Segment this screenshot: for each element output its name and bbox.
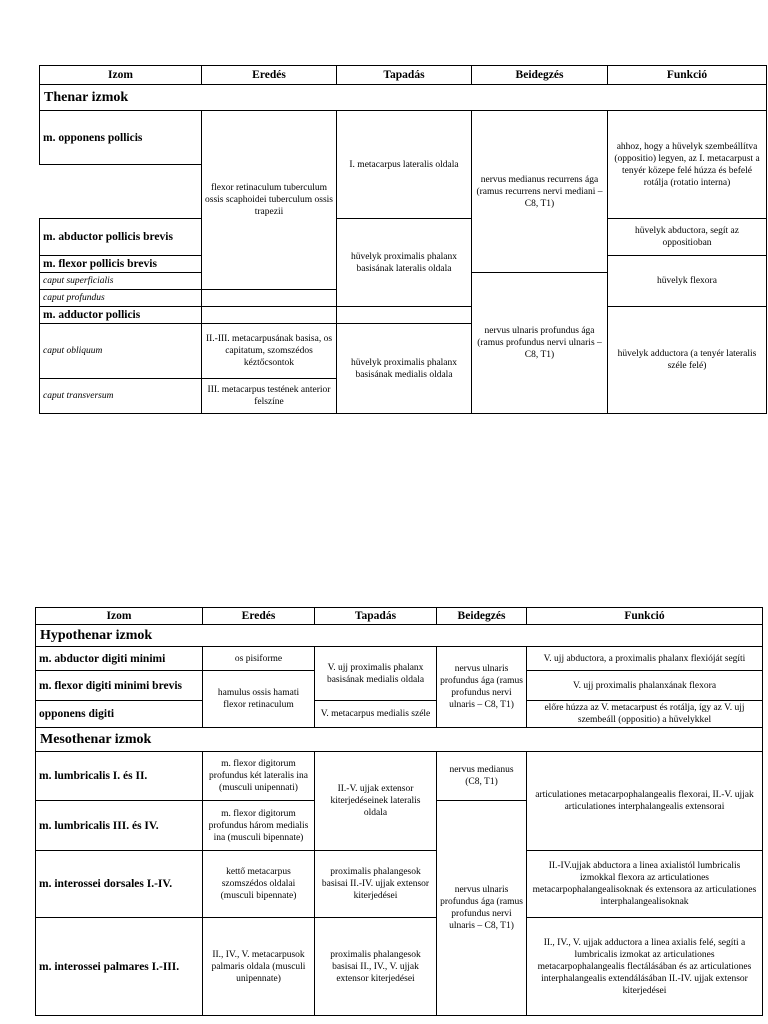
insertion-cell: V. metacarpus medialis széle: [315, 701, 437, 728]
origin-cell: flexor retinaculum tuberculum ossis scaphoidei tuberculum ossis trapezii: [202, 111, 337, 290]
nerve-cell: nervus ulnaris profundus ága (ramus profundus nervi ulnaris – C8, T1): [437, 801, 527, 1016]
function-cell: hüvelyk flexora: [608, 256, 767, 307]
table-row: [36, 851, 763, 918]
function-cell: ahhoz, hogy a hüvelyk szembeállítva (oppositio) legyen, az I. metacarpust a tenyér közepe felé húzza és befelé rotálja (rotatio interna): [608, 111, 767, 219]
header-beidegzes: Beidegzés: [437, 608, 527, 625]
section-row: [36, 625, 763, 647]
function-cell: V. ujj abductora, a proximalis phalanx flexióját segíti: [527, 647, 763, 671]
header-tapadas: Tapadás: [315, 608, 437, 625]
table-row: [36, 918, 763, 1016]
function-cell: II.-IV.ujjak abductora a linea axialistól lumbricalis izmokkal flexora az articulationes metacarpophalangealisoknak és extensora az articulationes interphalangealisoknak: [527, 851, 763, 918]
function-cell: előre húzza az V. metacarpust és rotálja, így az V. ujj szembeáll (oppositio) a hüvelykkel: [527, 701, 763, 728]
function-cell: V. ujj proximalis phalanxának flexora: [527, 671, 763, 701]
header-row: [36, 608, 763, 625]
muscle-name: opponens digiti: [36, 701, 203, 728]
origin-cell: kettő metacarpus szomszédos oldalai (musculi bipennate): [203, 851, 315, 918]
header-funkcio: Funkció: [608, 66, 767, 85]
header-tapadas: Tapadás: [337, 66, 472, 85]
muscle-name: m. abductor digiti minimi: [36, 647, 203, 671]
muscle-name: m. opponens pollicis: [40, 111, 202, 165]
nerve-cell: nervus ulnaris profundus ága (ramus profundus nervi ulnaris – C8, T1): [437, 647, 527, 728]
origin-cell: hamulus ossis hamati flexor retinaculum: [203, 671, 315, 728]
muscle-name: m. lumbricalis III. és IV.: [36, 801, 203, 851]
origin-cell: II.-III. metacarpusának basisa, os capitatum, szomszédos kéztőcsontok: [202, 324, 337, 379]
origin-cell: III. metacarpus testének anterior felszíne: [202, 379, 337, 414]
origin-cell: m. flexor digitorum profundus három medialis ina (musculi bipennate): [203, 801, 315, 851]
hypothenar-mesothenar-table: [35, 607, 763, 1016]
insertion-cell: I. metacarpus lateralis oldala: [337, 111, 472, 219]
insertion-cell: hüvelyk proximalis phalanx basisának medialis oldala: [337, 324, 472, 414]
origin-cell: II., IV., V. metacarpusok palmaris oldala (musculi unipennate): [203, 918, 315, 1016]
insertion-cell: proximalis phalangesok basisai II.-IV. ujjak extensor kiterjedései: [315, 851, 437, 918]
function-cell: hüvelyk adductora (a tenyér lateralis széle felé): [608, 307, 767, 414]
insertion-cell: V. ujj proximalis phalanx basisának medialis oldala: [315, 647, 437, 701]
header-eredes: Eredés: [203, 608, 315, 625]
muscle-name: m. lumbricalis I. és II.: [36, 752, 203, 801]
muscle-name: m. interossei dorsales I.-IV.: [36, 851, 203, 918]
header-izom: Izom: [36, 608, 203, 625]
insertion-cell-empty: [337, 307, 472, 324]
section-title-mesothenar: Mesothenar izmok: [36, 728, 763, 752]
table-row: [40, 219, 767, 256]
insertion-cell: proximalis phalangesok basisai II., IV., V. ujjak extensor kiterjedései: [315, 918, 437, 1016]
table-row: [36, 752, 763, 801]
table-row: [40, 307, 767, 324]
muscle-name: m. adductor pollicis: [40, 307, 202, 324]
thenar-table: [39, 65, 767, 414]
header-beidegzes: Beidegzés: [472, 66, 608, 85]
nerve-cell: nervus medianus (C8, T1): [437, 752, 527, 801]
muscle-name: m. flexor digiti minimi brevis: [36, 671, 203, 701]
nerve-cell: nervus medianus recurrens ága (ramus recurrens nervi mediani – C8, T1): [472, 111, 608, 273]
nerve-cell: nervus ulnaris profundus ága (ramus profundus nervi ulnaris – C8, T1): [472, 273, 608, 414]
muscle-head: caput transversum: [40, 379, 202, 414]
header-funkcio: Funkció: [527, 608, 763, 625]
function-cell: hüvelyk abductora, segít az oppositioban: [608, 219, 767, 256]
section-title-hypothenar: Hypothenar izmok: [36, 625, 763, 647]
muscle-name: m. abductor pollicis brevis: [40, 219, 202, 256]
header-eredes: Eredés: [202, 66, 337, 85]
section-row: [36, 728, 763, 752]
origin-cell: m. flexor digitorum profundus két lateralis ina (musculi unipennati): [203, 752, 315, 801]
muscle-name: m. flexor pollicis brevis: [40, 256, 202, 273]
origin-cell: os pisiforme: [203, 647, 315, 671]
origin-cell-empty: [202, 307, 337, 324]
muscle-name: m. interossei palmares I.-III.: [36, 918, 203, 1016]
muscle-head: caput superficialis: [40, 273, 202, 290]
header-row: [40, 66, 767, 85]
function-cell: II., IV., V. ujjak adductora a linea axialis felé, segíti a lumbricalis izmokat az articulationes metacarpophalangealis flectálásában és az articulationes interphalangealis extendálásában II.-IV. ujjak extensor kiterjedései: [527, 918, 763, 1016]
muscle-head: caput profundus: [40, 290, 202, 307]
section-row: [40, 85, 767, 111]
table-row: [36, 701, 763, 728]
table-row: [36, 647, 763, 671]
insertion-cell: hüvelyk proximalis phalanx basisának lateralis oldala: [337, 219, 472, 307]
insertion-cell: II.-V. ujjak extensor kiterjedéseinek lateralis oldala: [315, 752, 437, 851]
section-title-thenar: Thenar izmok: [40, 85, 767, 111]
table-row: [40, 111, 767, 165]
function-cell: articulationes metacarpophalangealis flexorai, II.-V. ujjak articulationes interphalangealis extensorai: [527, 752, 763, 851]
muscle-head: caput obliquum: [40, 324, 202, 379]
header-izom: Izom: [40, 66, 202, 85]
